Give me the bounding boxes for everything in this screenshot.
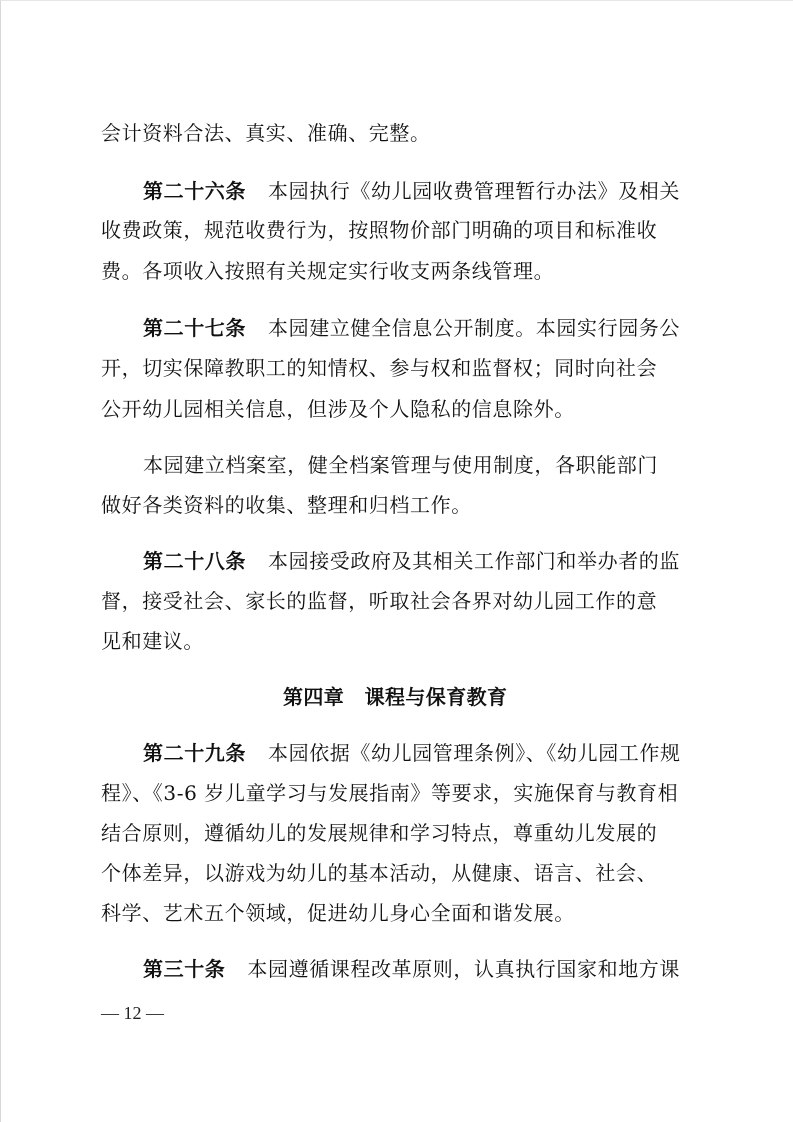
paragraph-line: 程》、《3-6 岁儿童学习与发展指南》等要求，实施保育与教育相 bbox=[101, 781, 679, 805]
article-heading: 第二十九条 bbox=[143, 741, 246, 765]
article-heading: 第二十七条 bbox=[143, 316, 246, 340]
article-line: 第二十七条 本园建立健全信息公开制度。本园实行园务公 bbox=[143, 316, 680, 340]
paragraph-line: 开，切实保障教职工的知情权、参与权和监督权；同时向社会 bbox=[101, 356, 658, 380]
paragraph-line: 科学、艺术五个领域，促进幼儿身心全面和谐发展。 bbox=[101, 901, 575, 925]
paragraph-line: 会计资料合法、真实、准确、完整。 bbox=[101, 121, 431, 145]
chapter-title: 第四章 课程与保育教育 bbox=[283, 685, 508, 709]
paragraph-line: 个体差异，以游戏为幼儿的基本活动，从健康、语言、社会、 bbox=[101, 861, 658, 885]
paragraph-line: 见和建议。 bbox=[101, 629, 204, 653]
paragraph-line: 结合原则，遵循幼儿的发展规律和学习特点，尊重幼儿发展的 bbox=[101, 821, 658, 845]
article-line: 第二十六条 本园执行《幼儿园收费管理暂行办法》及相关 bbox=[143, 179, 680, 203]
paragraph-line: 本园建立档案室，健全档案管理与使用制度，各职能部门 bbox=[143, 453, 658, 477]
paragraph-line: 费。各项收入按照有关规定实行收支两条线管理。 bbox=[101, 259, 555, 283]
article-line: 第三十条 本园遵循课程改革原则，认真执行国家和地方课 bbox=[143, 957, 681, 981]
article-heading: 第二十六条 bbox=[143, 179, 246, 203]
article-line: 第二十九条 本园依据《幼儿园管理条例》、《幼儿园工作规 bbox=[143, 741, 681, 765]
paragraph-line: 做好各类资料的收集、整理和归档工作。 bbox=[101, 493, 472, 517]
article-line: 第二十八条 本园接受政府及其相关工作部门和举办者的监 bbox=[143, 549, 680, 573]
article-heading: 第三十条 bbox=[143, 957, 226, 981]
article-heading: 第二十八条 bbox=[143, 549, 246, 573]
paragraph-line: 督，接受社会、家长的监督，听取社会各界对幼儿园工作的意 bbox=[101, 589, 658, 613]
paragraph-line: 公开幼儿园相关信息，但涉及个人隐私的信息除外。 bbox=[101, 397, 575, 421]
paragraph-line: 收费政策，规范收费行为，按照物价部门明确的项目和标准收 bbox=[101, 218, 658, 242]
page-number: — 12 — bbox=[101, 1003, 164, 1023]
